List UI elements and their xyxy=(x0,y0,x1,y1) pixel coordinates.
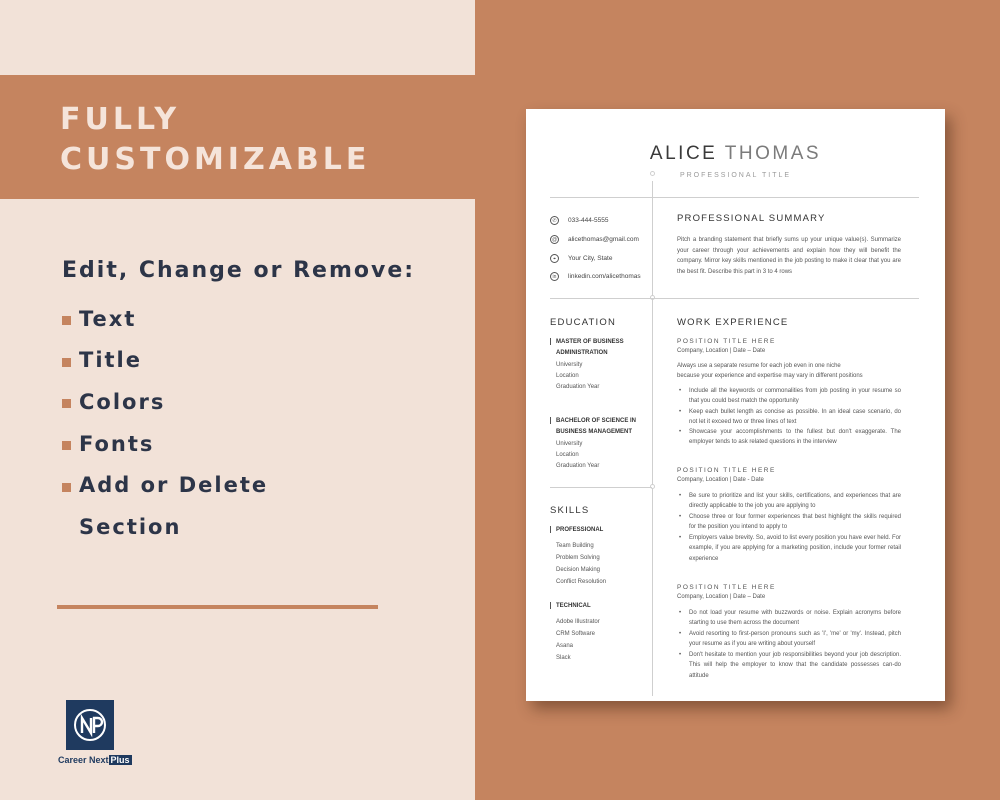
brand-logo xyxy=(58,700,128,765)
experience-bullet: • Be sure to prioritize and list your skills, certifications, and experiences that are directly applicable to the job you are applying to xyxy=(677,491,901,512)
experience-bullet: • Include all the keywords or commonalities from job posting in your resume so that you could best match the opportunity xyxy=(677,386,901,407)
resume-title: PROFESSIONAL TITLE xyxy=(679,172,792,179)
skill-item: Slack xyxy=(556,655,571,661)
square-bullet-icon xyxy=(62,441,71,450)
resume-name: ALICE THOMAS xyxy=(649,143,822,164)
feature-item: Title xyxy=(62,340,268,382)
square-bullet-icon xyxy=(62,358,71,367)
position-company: Company, Location | Date – Date xyxy=(677,594,766,600)
skill-item: Problem Solving xyxy=(556,555,600,561)
brand-name: Career Next Plus xyxy=(58,755,130,765)
skill-item: Conflict Resolution xyxy=(556,579,607,585)
experience-bullet: • Showcase your accomplishments to the fullest but don't exaggerate. The employer tends to ask related questions in the interview xyxy=(677,427,901,448)
position-title: POSITION TITLE HERE xyxy=(677,467,776,474)
experience-bullet: • Employers value brevity. So, avoid to list every position you have ever held. For example, if you are applying for a marketing position, include your former retail experience xyxy=(677,533,901,564)
education-degree: BACHELOR OF SCIENCE IN xyxy=(550,416,636,427)
position-intro: because your experience and expertise may vary in different positions xyxy=(677,373,863,379)
feature-item-continued: Section xyxy=(79,514,182,539)
headline-line-2: CUSTOMIZABLE xyxy=(60,142,371,177)
education-school: University xyxy=(556,441,583,447)
skills-group: PROFESSIONAL xyxy=(550,525,603,536)
education-school: University xyxy=(556,362,583,368)
contact-email: @ alicethomas@gmail.com xyxy=(551,236,639,243)
education-degree: ADMINISTRATION xyxy=(556,350,608,356)
experience-heading: WORK EXPERIENCE xyxy=(677,317,789,328)
feature-item: Colors xyxy=(62,381,268,423)
brand-logo-icon xyxy=(66,700,114,750)
features-list xyxy=(62,298,268,548)
contact-phone: ✆ 033-444-5555 xyxy=(550,216,608,225)
linkedin-icon: in xyxy=(550,272,559,281)
headline-line-1: FULLY xyxy=(60,102,181,137)
contact-location: ⌖ Your City, State xyxy=(550,254,612,263)
contact-linkedin: in linkedin.com/alicethomas xyxy=(550,272,641,281)
position-company: Company, Location | Date – Date xyxy=(677,348,766,354)
position-title: POSITION TITLE HERE xyxy=(677,584,776,591)
divider-node xyxy=(650,171,655,176)
skill-item: Team Building xyxy=(556,543,594,549)
experience-bullet: • Don't hesitate to mention your job responsibilities beyond your job description. This will help the employer to know that the candidate possesses can-do attitude xyxy=(677,650,901,681)
education-location: Location xyxy=(556,452,579,458)
position-company: Company, Location | Date - Date xyxy=(677,477,764,483)
experience-bullet: • Do not load your resume with buzzwords or noise. Explain acronyms before starting to use them across the document xyxy=(677,608,901,629)
experience-bullet: • Choose three or four former experiences that best highlight the skills required for the position you intend to apply to xyxy=(677,512,901,533)
square-bullet-icon xyxy=(62,316,71,325)
feature-item: Text xyxy=(62,298,268,340)
skill-item: Asana xyxy=(556,643,574,649)
promo-headline xyxy=(60,100,370,180)
skills-heading: SKILLS xyxy=(550,505,590,516)
education-year: Graduation Year xyxy=(556,384,600,390)
location-icon: ⌖ xyxy=(550,254,559,263)
features-heading: Edit, Change or Remove: xyxy=(62,258,416,283)
section-rule xyxy=(550,487,652,488)
education-year: Graduation Year xyxy=(556,463,600,469)
promo-divider xyxy=(57,605,378,609)
position-title: POSITION TITLE HERE xyxy=(677,338,776,345)
email-icon: @ xyxy=(551,236,558,243)
education-degree: BUSINESS MANAGEMENT xyxy=(556,429,633,435)
header-rule xyxy=(550,197,919,198)
summary-text: Pitch a branding statement that briefly sums up your unique value(s). Summarize your career through your achievements and explain how they will benefit the company. Mirror key skills mentioned in the job posting to make it clear that you are the best fit. Describe this part in 3 to 4 rows xyxy=(677,237,901,275)
skill-item: Decision Making xyxy=(556,567,601,573)
resume-page xyxy=(526,109,945,701)
experience-bullet: • Keep each bullet length as concise as possible. In an ideal case scenario, do not let it exceed two or three lines of text xyxy=(677,407,901,428)
feature-item: Add or Delete xyxy=(62,464,268,506)
skill-item: Adobe Illustrator xyxy=(556,619,600,625)
column-divider xyxy=(652,181,653,696)
square-bullet-icon xyxy=(62,483,71,492)
phone-icon: ✆ xyxy=(550,216,559,225)
summary-heading: PROFESSIONAL SUMMARY xyxy=(677,213,826,224)
position-intro: Always use a separate resume for each job even in one niche xyxy=(677,363,841,369)
skill-item: CRM Software xyxy=(556,631,596,637)
education-location: Location xyxy=(556,373,579,379)
square-bullet-icon xyxy=(62,399,71,408)
education-degree: MASTER OF BUSINESS xyxy=(550,337,624,348)
skills-group: TECHNICAL xyxy=(550,601,591,612)
education-heading: EDUCATION xyxy=(550,317,617,328)
feature-item: Fonts xyxy=(62,423,268,465)
section-rule xyxy=(550,298,919,299)
experience-bullet: • Avoid resorting to first-person pronouns such as 'I', 'me' or 'my'. Instead, pitch your resume as if you are writing about yourself xyxy=(677,629,901,650)
